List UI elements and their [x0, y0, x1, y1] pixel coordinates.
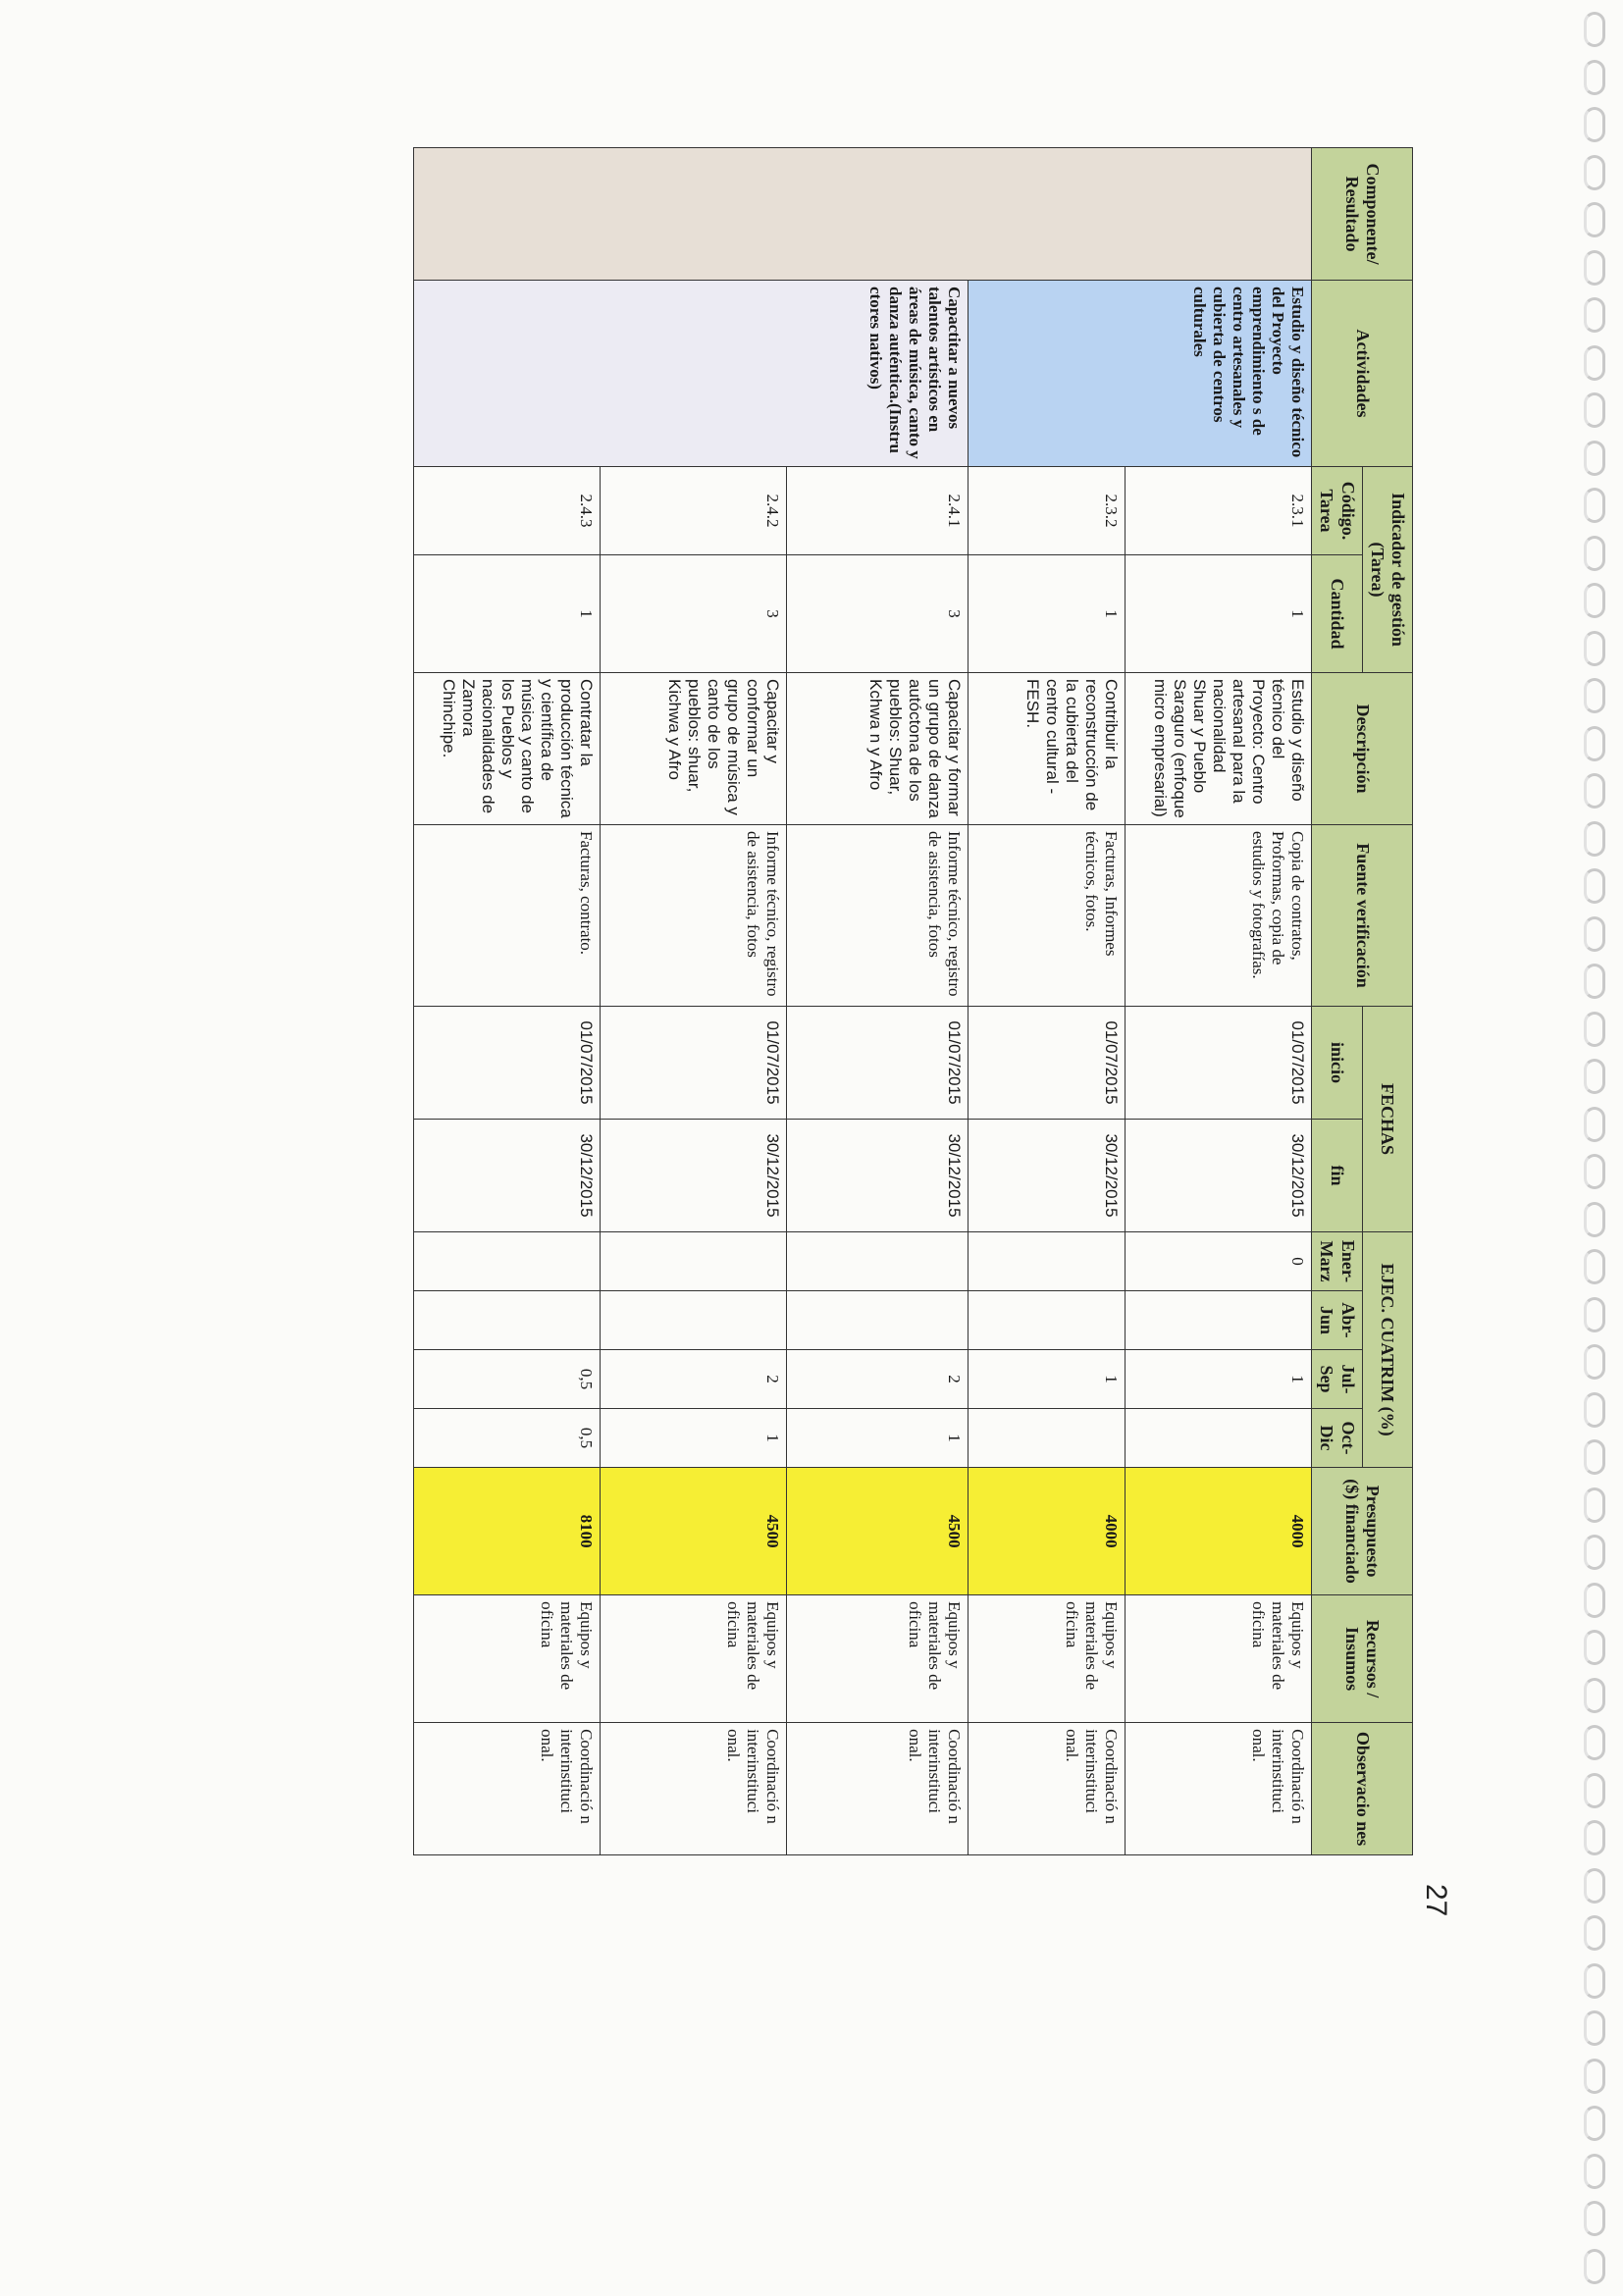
codigo-cell: 2.3.2	[969, 467, 1126, 555]
recursos-cell: Equipos y materiales de oficina	[787, 1595, 969, 1723]
binding-ring	[1584, 1249, 1605, 1284]
fuente-cell: Informe técnico, registro de asistencia, fotos	[787, 825, 969, 1007]
binding-ring	[1584, 202, 1605, 237]
activity-cell: Estudio y diseño técnico del Proyecto emprendimiento s de centro artesanales y cubierta de centros culturales	[969, 281, 1312, 467]
binding-ring	[1584, 2059, 1605, 2094]
activity-cell: Capactitar a nuevos talentos artísticos en áreas de música, canto y danza auténtica.(Instru ctores nativos)	[414, 281, 969, 467]
codigo-cell: 2.4.2	[601, 467, 787, 555]
q3-cell: 1	[1126, 1350, 1312, 1409]
header-inicio: inicio	[1312, 1007, 1362, 1120]
binding-ring	[1584, 916, 1605, 952]
binding-ring	[1584, 583, 1605, 618]
binding-ring	[1584, 726, 1605, 761]
header-recursos: Recursos / Insumos	[1312, 1595, 1413, 1723]
header-fin: fin	[1312, 1120, 1362, 1232]
header-row-1	[1362, 148, 1412, 1855]
fin-cell: 30/12/2015	[414, 1120, 601, 1232]
q3-cell: 2	[601, 1350, 787, 1409]
header-fechas: FECHAS	[1362, 1007, 1412, 1232]
table-row	[1126, 148, 1312, 1855]
header-ejec: EJEC. CUATRIM (%)	[1362, 1232, 1412, 1468]
header-q2: Abr- Jun	[1312, 1291, 1362, 1350]
descripcion-cell: Estudio y diseño técnico del Proyecto: Centro artesanal para la nacionalidad Shuar y Pueblo Saraguro (enfoque micro empresarial)	[1126, 673, 1312, 825]
binding-ring	[1584, 1487, 1605, 1523]
descripcion-cell: Capacitar y formar un grupo de danza autóctona de los pueblos: Shuar, Kchwa n y Afro	[787, 673, 969, 825]
header-q4: Oct- Dic	[1312, 1409, 1362, 1468]
binding-ring	[1584, 1915, 1605, 1951]
cantidad-cell: 1	[414, 555, 601, 673]
binding-ring	[1584, 1107, 1605, 1142]
presupuesto-cell: 8100	[414, 1468, 601, 1595]
header-componente: Componente/ Resultado	[1312, 148, 1413, 281]
binding-ring	[1584, 2249, 1605, 2284]
fuente-cell: Facturas, Informes técnicos, fotos.	[969, 825, 1126, 1007]
binding-ring	[1584, 773, 1605, 809]
descripcion-cell: Capacitar y conformar un grupo de música y canto de los pueblos: shuar, Kichwa y Afro	[601, 673, 787, 825]
fuente-cell: Facturas, contrato.	[414, 825, 601, 1007]
binding-ring	[1584, 345, 1605, 381]
binding-ring	[1584, 1202, 1605, 1237]
presupuesto-cell: 4500	[601, 1468, 787, 1595]
binding-ring	[1584, 1392, 1605, 1428]
fin-cell: 30/12/2015	[1126, 1120, 1312, 1232]
binding-ring	[1584, 1678, 1605, 1713]
binding-ring	[1584, 821, 1605, 857]
q3-cell: 1	[969, 1350, 1126, 1409]
page-number: 27	[1420, 1884, 1452, 1917]
header-indicador: Indicador de gestión (Tarea)	[1362, 467, 1412, 673]
binding-ring	[1584, 12, 1605, 47]
fuente-cell: Informe técnico, registro de asistencia, fotos	[601, 825, 787, 1007]
q2-cell	[1126, 1291, 1312, 1350]
inicio-cell: 01/07/2015	[969, 1007, 1126, 1120]
fuente-cell: Copia de contratos, Proformas, copia de estudios y fotografías.	[1126, 825, 1312, 1007]
binding-ring	[1584, 2106, 1605, 2141]
header-observaciones: Observacio nes	[1312, 1723, 1413, 1855]
codigo-cell: 2.4.3	[414, 467, 601, 555]
cantidad-cell: 3	[787, 555, 969, 673]
observaciones-cell: Coordinació n interinstituci onal.	[969, 1723, 1126, 1855]
header-q1: Ener- Marz	[1312, 1232, 1362, 1291]
componente-cell	[414, 148, 1312, 281]
inicio-cell: 01/07/2015	[414, 1007, 601, 1120]
binding-ring	[1584, 488, 1605, 523]
q3-cell: 2	[787, 1350, 969, 1409]
header-cantidad: Cantidad	[1312, 555, 1362, 673]
q4-cell: 0,5	[414, 1409, 601, 1468]
binding-ring	[1584, 631, 1605, 666]
fin-cell: 30/12/2015	[601, 1120, 787, 1232]
recursos-cell: Equipos y materiales de oficina	[1126, 1595, 1312, 1723]
fin-cell: 30/12/2015	[787, 1120, 969, 1232]
q3-cell: 0,5	[414, 1350, 601, 1409]
binding-ring	[1584, 1297, 1605, 1332]
q4-cell	[1126, 1409, 1312, 1468]
inicio-cell: 01/07/2015	[1126, 1007, 1312, 1120]
binding-ring	[1584, 1725, 1605, 1760]
header-actividades: Actividades	[1312, 281, 1413, 467]
binding-ring	[1584, 1154, 1605, 1189]
binding-ring	[1584, 155, 1605, 190]
binding-ring	[1584, 1583, 1605, 1618]
binding-ring	[1584, 1012, 1605, 1047]
binding-ring	[1584, 441, 1605, 476]
q1-cell	[969, 1232, 1126, 1291]
observaciones-cell: Coordinació n interinstituci onal.	[787, 1723, 969, 1855]
recursos-cell: Equipos y materiales de oficina	[414, 1595, 601, 1723]
spiral-binding	[1570, 0, 1623, 2296]
cantidad-cell: 1	[969, 555, 1126, 673]
binding-ring	[1584, 297, 1605, 333]
codigo-cell: 2.3.1	[1126, 467, 1312, 555]
binding-ring	[1584, 1535, 1605, 1570]
presupuesto-cell: 4000	[969, 1468, 1126, 1595]
binding-ring	[1584, 107, 1605, 142]
binding-ring	[1584, 2010, 1605, 2046]
observaciones-cell: Coordinació n interinstituci onal.	[414, 1723, 601, 1855]
q2-cell	[787, 1291, 969, 1350]
q4-cell: 1	[601, 1409, 787, 1468]
q2-cell	[601, 1291, 787, 1350]
binding-ring	[1584, 60, 1605, 95]
header-presupuesto: Presupuesto ($) financiado	[1312, 1468, 1413, 1595]
binding-ring	[1584, 392, 1605, 428]
header-fuente: Fuente verificación	[1312, 825, 1413, 1007]
presupuesto-cell: 4000	[1126, 1468, 1312, 1595]
q2-cell	[414, 1291, 601, 1350]
observaciones-cell: Coordinació n interinstituci onal.	[1126, 1723, 1312, 1855]
observaciones-cell: Coordinació n interinstituci onal.	[601, 1723, 787, 1855]
inicio-cell: 01/07/2015	[787, 1007, 969, 1120]
codigo-cell: 2.4.1	[787, 467, 969, 555]
recursos-cell: Equipos y materiales de oficina	[969, 1595, 1126, 1723]
q1-cell	[787, 1232, 969, 1291]
activity-plan-table	[413, 147, 1413, 1855]
binding-ring	[1584, 1344, 1605, 1380]
binding-ring	[1584, 868, 1605, 904]
descripcion-cell: Contratar la producción técnica y científica de música y canto de los Pueblos y nacionalidades de Zamora Chinchipe.	[414, 673, 601, 825]
binding-ring	[1584, 1868, 1605, 1904]
header-q3: Jul- Sep	[1312, 1350, 1362, 1409]
binding-ring	[1584, 2201, 1605, 2236]
header-descripcion: Descripción	[1312, 673, 1413, 825]
binding-ring	[1584, 250, 1605, 286]
binding-ring	[1584, 964, 1605, 999]
binding-ring	[1584, 1630, 1605, 1665]
q4-cell: 1	[787, 1409, 969, 1468]
binding-ring	[1584, 1059, 1605, 1094]
inicio-cell: 01/07/2015	[601, 1007, 787, 1120]
rotated-table-container	[255, 147, 1413, 1894]
q1-cell	[601, 1232, 787, 1291]
cantidad-cell: 1	[1126, 555, 1312, 673]
binding-ring	[1584, 1773, 1605, 1808]
table-row	[787, 148, 969, 1855]
binding-ring	[1584, 1820, 1605, 1855]
recursos-cell: Equipos y materiales de oficina	[601, 1595, 787, 1723]
binding-ring	[1584, 1963, 1605, 1999]
binding-ring	[1584, 536, 1605, 571]
binding-ring	[1584, 1439, 1605, 1475]
header-codigo: Código. Tarea	[1312, 467, 1362, 555]
presupuesto-cell: 4500	[787, 1468, 969, 1595]
descripcion-cell: Contribuir la reconstrucción de la cubierta del centro cultural -FESH.	[969, 673, 1126, 825]
binding-ring	[1584, 2154, 1605, 2189]
q4-cell	[969, 1409, 1126, 1468]
q1-cell	[414, 1232, 601, 1291]
cantidad-cell: 3	[601, 555, 787, 673]
fin-cell: 30/12/2015	[969, 1120, 1126, 1232]
q2-cell	[969, 1291, 1126, 1350]
q1-cell: 0	[1126, 1232, 1312, 1291]
binding-ring	[1584, 678, 1605, 713]
